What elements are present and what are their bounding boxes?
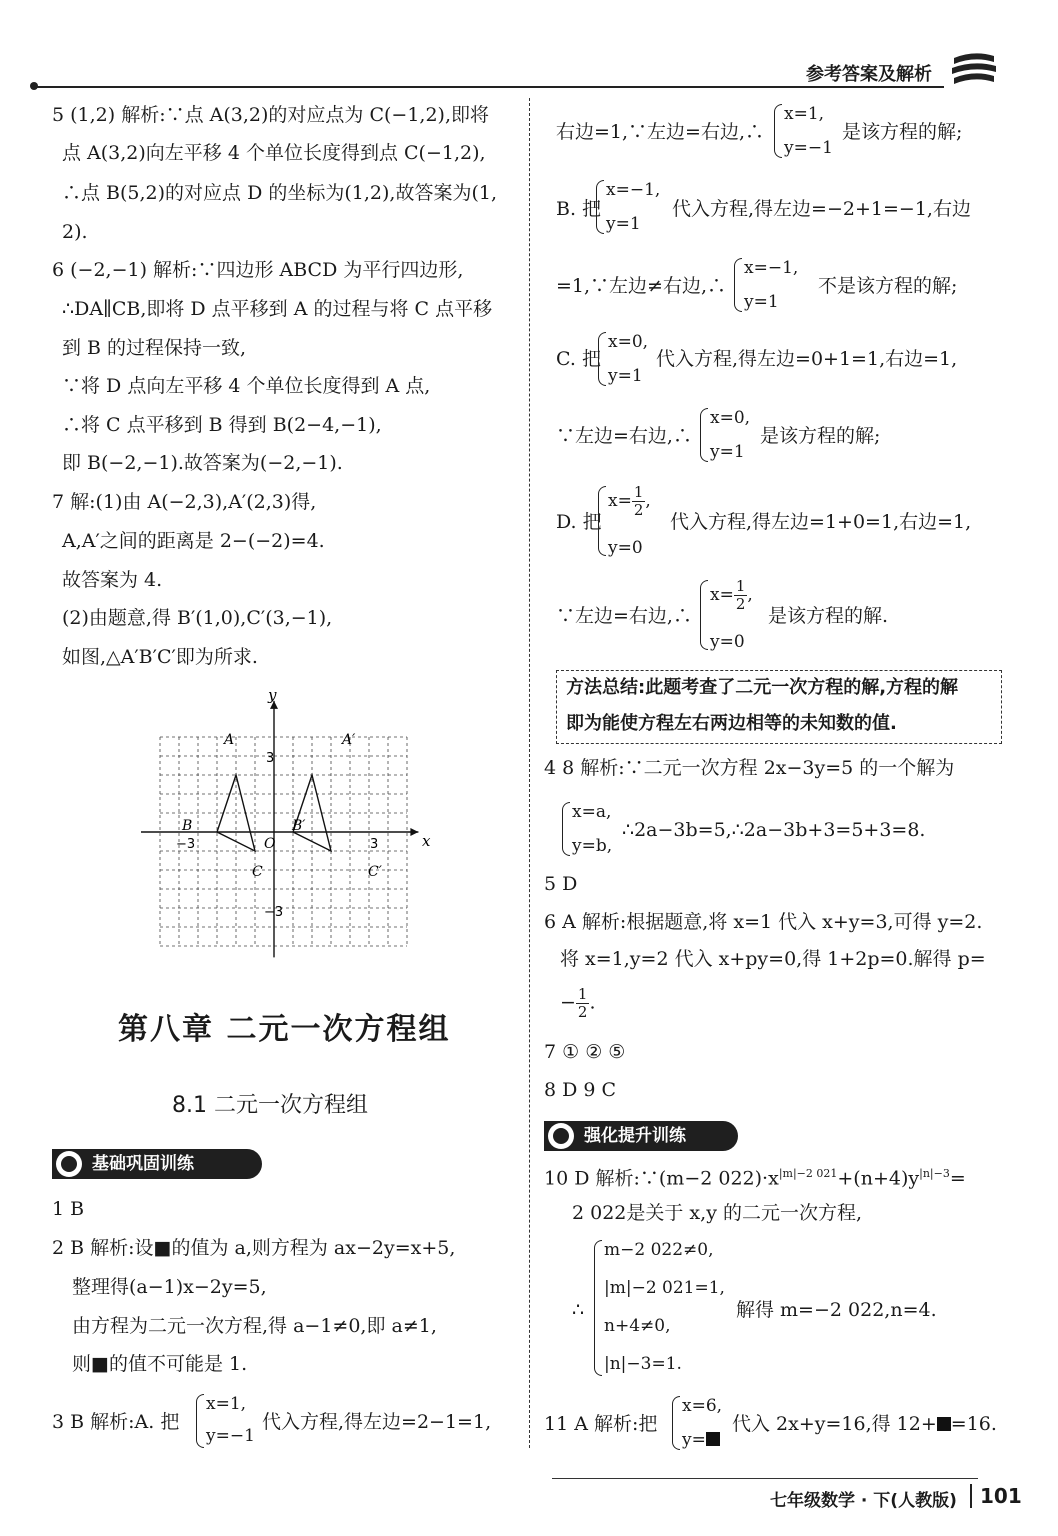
c2-brace bbox=[700, 408, 708, 462]
q6-line2: ∴DA∥CB,即将 D 点平移到 A 的过程与将 C 点平移 bbox=[62, 298, 493, 320]
q6-end: . bbox=[589, 991, 596, 1014]
q5-line2: 点 A(3,2)向左平移 4 个单位长度得到点 C(−1,2), bbox=[62, 142, 486, 164]
q10-row4: |n|−3=1. bbox=[604, 1354, 682, 1374]
a-cont-row1: x=1, bbox=[784, 104, 825, 124]
d-row1-comma: , bbox=[645, 491, 651, 511]
d2-row2: y=0 bbox=[710, 632, 745, 652]
tick-label-yneg3: −3 bbox=[264, 905, 284, 920]
coordinate-graph bbox=[140, 686, 440, 976]
medal-icon bbox=[56, 1151, 82, 1177]
q2-line4: 则■的值不可能是 1. bbox=[72, 1353, 248, 1375]
q6-line3: 到 B 的过程保持一致, bbox=[62, 337, 247, 359]
point-label-B-prime: B′ bbox=[292, 818, 306, 834]
point-label-C-prime: C′ bbox=[368, 864, 382, 880]
d2-row1-comma: , bbox=[747, 585, 753, 605]
q4-post: ∴2a−3b=5,∴2a−3b+3=5+3=8. bbox=[622, 819, 926, 841]
d2-row1-lhs: x= bbox=[710, 585, 734, 605]
graph-svg bbox=[140, 686, 440, 976]
x-axis-arrow bbox=[410, 828, 418, 836]
q8-9-answers: 8 D 9 C bbox=[544, 1079, 617, 1101]
q7-line2: A,A′之间的距离是 2−(−2)=4. bbox=[62, 530, 325, 552]
q10-line2: 2 022是关于 x,y 的二元一次方程, bbox=[572, 1202, 863, 1224]
q3-row2: y=−1 bbox=[206, 1426, 255, 1446]
method-line1: 方法总结:此题考查了二元一次方程的解,方程的解 bbox=[566, 677, 959, 698]
q10-sup2: |n|−3 bbox=[919, 1167, 950, 1180]
badge-advanced-label: 强化提升训练 bbox=[584, 1126, 686, 1146]
badge-advanced-training bbox=[544, 1121, 738, 1151]
q5-line3: ∴点 B(5,2)的对应点 D 的坐标为(1,2),故答案为(1, bbox=[62, 182, 497, 204]
x-axis-label: x bbox=[422, 832, 431, 850]
d-frac-num: 1 bbox=[633, 483, 644, 501]
a-cont-post: 是该方程的解; bbox=[842, 121, 963, 143]
point-label-A: A bbox=[224, 732, 235, 748]
d2-post: 是该方程的解. bbox=[768, 605, 889, 627]
q3-post: 代入方程,得左边=2−1=1, bbox=[262, 1411, 492, 1433]
q4-brace bbox=[562, 802, 570, 856]
badge-basic-training bbox=[52, 1149, 262, 1179]
c-brace bbox=[598, 332, 606, 386]
q11-row2 bbox=[682, 1428, 720, 1452]
d2-row1 bbox=[710, 578, 753, 613]
tick-label-xneg3: −3 bbox=[176, 837, 196, 852]
footer-page-number: 101 bbox=[980, 1484, 1022, 1508]
black-square-icon-2 bbox=[937, 1417, 951, 1431]
b-row1: x=−1, bbox=[606, 180, 661, 200]
q6-frac-num: 1 bbox=[577, 985, 588, 1003]
q10-l1a: 10 D 解析:∵(m−2 022)·x bbox=[544, 1167, 779, 1190]
q11-row1: x=6, bbox=[682, 1396, 723, 1416]
d-post: 代入方程,得左边=1+0=1,右边=1, bbox=[670, 511, 972, 533]
b-brace bbox=[596, 180, 604, 234]
q5-line4: 2). bbox=[62, 221, 88, 243]
q3-row1: x=1, bbox=[206, 1394, 247, 1414]
footer-separator bbox=[970, 1484, 972, 1508]
d2-brace bbox=[700, 580, 708, 650]
b2-row2: y=1 bbox=[744, 292, 779, 312]
black-square-icon bbox=[706, 1432, 720, 1446]
section-title: 8.1 二元一次方程组 bbox=[172, 1093, 368, 1118]
c-row1: x=0, bbox=[608, 332, 649, 352]
b2-pre: =1,∵左边≠右边,∴ bbox=[556, 275, 727, 297]
q6-neg: − bbox=[560, 991, 576, 1014]
c2-row2: y=1 bbox=[710, 442, 745, 462]
header-book-icon bbox=[948, 50, 1000, 90]
q10-l1b: +(n+4)y bbox=[837, 1167, 920, 1190]
b-pre: B. 把 bbox=[556, 198, 602, 220]
q7-line3: 故答案为 4. bbox=[62, 569, 163, 591]
q10-row2: |m|−2 021=1, bbox=[604, 1278, 725, 1298]
q2-line2: 整理得(a−1)x−2y=5, bbox=[72, 1276, 267, 1298]
footer-rule bbox=[552, 1478, 978, 1479]
q10-line1 bbox=[544, 1162, 966, 1190]
d-row1-lhs: x= bbox=[608, 491, 632, 511]
header-title: 参考答案及解析 bbox=[806, 64, 932, 85]
d2-frac-num: 1 bbox=[735, 577, 746, 595]
q6-frac bbox=[576, 986, 590, 1021]
q10-brace bbox=[594, 1240, 602, 1376]
q4-row1: x=a, bbox=[572, 802, 612, 822]
d-row2: y=0 bbox=[608, 538, 643, 558]
b2-brace bbox=[734, 258, 742, 312]
origin-label: O bbox=[264, 836, 276, 852]
q4-row2: y=b, bbox=[572, 836, 613, 856]
q7-line5: 如图,△A′B′C′即为所求. bbox=[62, 646, 258, 668]
d2-pre: ∵左边=右边,∴ bbox=[556, 605, 692, 627]
b-row2: y=1 bbox=[606, 214, 641, 234]
b-post: 代入方程,得左边=−2+1=−1,右边 bbox=[672, 198, 971, 220]
b2-row1: x=−1, bbox=[744, 258, 799, 278]
d-frac-den: 2 bbox=[633, 501, 644, 519]
q6-line6: 即 B(−2,−1).故答案为(−2,−1). bbox=[62, 452, 343, 474]
q7-line1: 7 解:(1)由 A(−2,3),A′(2,3)得, bbox=[52, 491, 317, 513]
d2-frac bbox=[734, 578, 748, 613]
d-pre: D. 把 bbox=[556, 511, 602, 533]
q11-post2: =16. bbox=[950, 1413, 997, 1435]
c-pre: C. 把 bbox=[556, 348, 601, 370]
q10-sup1: |m|−2 021 bbox=[778, 1167, 838, 1180]
c2-pre: ∵左边=右边,∴ bbox=[556, 425, 692, 447]
q4-line1: 4 8 解析:∵二元一次方程 2x−3y=5 的一个解为 bbox=[544, 757, 955, 779]
c2-row1: x=0, bbox=[710, 408, 751, 428]
q7-line4: (2)由题意,得 B′(1,0),C′(3,−1), bbox=[62, 607, 333, 629]
d-row1 bbox=[608, 484, 651, 519]
point-label-C: C bbox=[252, 864, 263, 880]
q11-post bbox=[732, 1412, 997, 1436]
q3-pre: 3 B 解析:A. 把 bbox=[52, 1411, 180, 1433]
q6-line4: ∵将 D 点向左平移 4 个单位长度得到 A 点, bbox=[62, 375, 431, 397]
footer-book-label: 七年级数学 · 下(人教版) bbox=[770, 1491, 957, 1511]
q6-right-line3 bbox=[560, 986, 596, 1021]
q6-line1: 6 (−2,−1) 解析:∵四边形 ABCD 为平行四边形, bbox=[52, 259, 464, 281]
c2-post: 是该方程的解; bbox=[760, 425, 881, 447]
a-cont-pre: 右边=1,∵左边=右边,∴ bbox=[556, 121, 765, 143]
q2-line3: 由方程为二元一次方程,得 a−1≠0,即 a≠1, bbox=[72, 1315, 437, 1337]
b2-post: 不是该方程的解; bbox=[818, 275, 958, 297]
q6-right-line1: 6 A 解析:根据题意,将 x=1 代入 x+y=3,可得 y=2. bbox=[544, 911, 983, 933]
tick-label-y3: 3 bbox=[266, 751, 275, 766]
a-cont-row2: y=−1 bbox=[784, 138, 833, 158]
medal-icon-2 bbox=[548, 1123, 574, 1149]
column-divider bbox=[529, 98, 530, 1448]
method-line2: 即为能使方程左右两边相等的未知数的值. bbox=[566, 713, 897, 734]
d-brace bbox=[598, 486, 606, 556]
q10-row3: n+4≠0, bbox=[604, 1316, 671, 1336]
q10-row1: m−2 022≠0, bbox=[604, 1240, 714, 1260]
q11-row2-text: y= bbox=[682, 1430, 706, 1450]
q10-therefore: ∴ bbox=[572, 1299, 585, 1321]
q1-answer: 1 B bbox=[52, 1198, 85, 1220]
q6-right-line2: 将 x=1,y=2 代入 x+py=0,得 1+2p=0.解得 p= bbox=[560, 948, 986, 970]
d2-frac-den: 2 bbox=[735, 595, 746, 613]
q6-frac-den: 2 bbox=[577, 1003, 588, 1021]
point-label-A-prime: A′ bbox=[342, 732, 356, 748]
point-label-B: B bbox=[182, 818, 193, 834]
d-frac bbox=[632, 484, 646, 519]
q5-right-answer: 5 D bbox=[544, 873, 578, 895]
q3-brace bbox=[196, 1394, 204, 1448]
a-cont-brace bbox=[774, 104, 782, 158]
q11-brace bbox=[672, 1396, 680, 1450]
q2-line1: 2 B 解析:设■的值为 a,则方程为 ax−2y=x+5, bbox=[52, 1237, 456, 1259]
c-post: 代入方程,得左边=0+1=1,右边=1, bbox=[656, 348, 958, 370]
q11-post1: 代入 2x+y=16,得 12+ bbox=[732, 1413, 937, 1435]
header-rule bbox=[34, 86, 944, 88]
badge-basic-label: 基础巩固训练 bbox=[92, 1154, 194, 1174]
q6-line5: ∴将 C 点平移到 B 得到 B(2−4,−1), bbox=[62, 414, 382, 436]
y-axis-label: y bbox=[268, 686, 277, 704]
q11-pre: 11 A 解析:把 bbox=[544, 1413, 658, 1435]
chapter-title: 第八章 二元一次方程组 bbox=[118, 1012, 451, 1047]
q10-post: 解得 m=−2 022,n=4. bbox=[736, 1299, 937, 1321]
q5-line1: 5 (1,2) 解析:∵点 A(3,2)的对应点为 C(−1,2),即将 bbox=[52, 104, 489, 126]
c-row2: y=1 bbox=[608, 366, 643, 386]
q7-right-answer: 7 ① ② ⑤ bbox=[544, 1041, 626, 1063]
tick-label-x3: 3 bbox=[370, 837, 379, 852]
q10-l1c: = bbox=[949, 1167, 966, 1190]
